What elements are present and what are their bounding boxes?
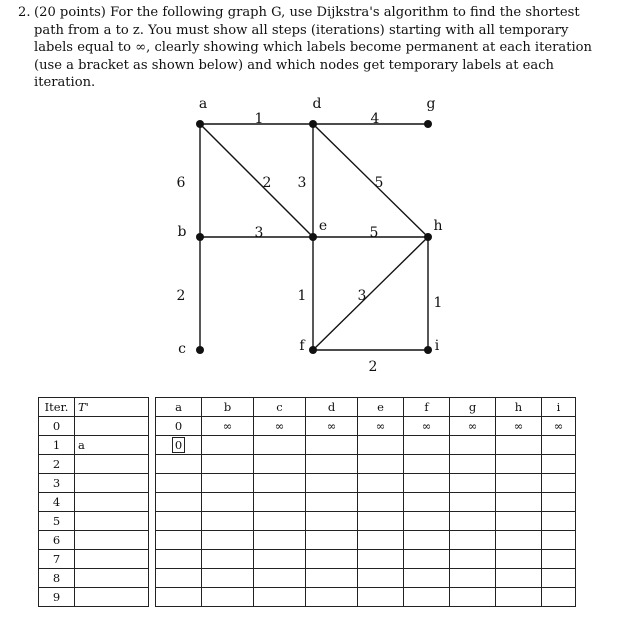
- label-cell: [306, 531, 358, 550]
- label-cell: [542, 455, 576, 474]
- label-cell: [306, 493, 358, 512]
- t-cell: [75, 417, 149, 436]
- edge-weight: 2: [262, 175, 272, 191]
- label-cell: [542, 436, 576, 455]
- label-cell: [542, 493, 576, 512]
- label-cell: [496, 493, 542, 512]
- label-cell: [358, 474, 404, 493]
- node-a: [196, 120, 204, 128]
- label-cell: [358, 512, 404, 531]
- label-cell: [542, 569, 576, 588]
- label-cell: [358, 455, 404, 474]
- iter-cell: 3: [39, 474, 75, 493]
- label-cell: ∞: [542, 417, 576, 436]
- header-b: b: [202, 398, 254, 417]
- label-cell: ∞: [450, 417, 496, 436]
- label-cell: [496, 550, 542, 569]
- problem-line: (20 points) For the following graph G, use Dijkstra's algorithm to find the shortest: [34, 5, 580, 20]
- node-label-a: a: [198, 96, 208, 112]
- label-cell: [358, 569, 404, 588]
- header-c: c: [254, 398, 306, 417]
- label-cell: [450, 569, 496, 588]
- table-row: [39, 493, 576, 512]
- header-i: i: [542, 398, 576, 417]
- label-cell: [404, 569, 450, 588]
- label-cell: [202, 569, 254, 588]
- t-cell: [75, 512, 149, 531]
- node-h: [424, 233, 432, 241]
- label-cell: [542, 531, 576, 550]
- label-cell: [306, 588, 358, 607]
- label-cell: [254, 550, 306, 569]
- label-cell: [404, 588, 450, 607]
- iter-cell: 2: [39, 455, 75, 474]
- label-cell: [306, 474, 358, 493]
- edge-f-h: [313, 237, 428, 350]
- label-cell: [404, 550, 450, 569]
- label-cell: [496, 512, 542, 531]
- label-cell: [306, 436, 358, 455]
- edge-weight: 2: [176, 288, 186, 304]
- edge-weight: 1: [433, 295, 443, 311]
- t-cell: [75, 550, 149, 569]
- t-cell: [75, 588, 149, 607]
- node-label-h: h: [433, 218, 443, 234]
- label-cell: [450, 512, 496, 531]
- label-cell: [306, 550, 358, 569]
- table-row: [39, 550, 576, 569]
- label-cell: ∞: [404, 417, 450, 436]
- label-cell: [358, 493, 404, 512]
- label-cell: [202, 455, 254, 474]
- table-row: [39, 569, 576, 588]
- iter-cell: 6: [39, 531, 75, 550]
- label-cell: [156, 436, 202, 455]
- iter-cell: 1: [39, 436, 75, 455]
- label-cell: [156, 455, 202, 474]
- label-cell: [450, 531, 496, 550]
- label-cell: [358, 436, 404, 455]
- label-cell: [404, 436, 450, 455]
- label-cell: [542, 550, 576, 569]
- label-cell: [202, 531, 254, 550]
- node-label-b: b: [177, 224, 187, 240]
- label-cell: [254, 455, 306, 474]
- header-a: a: [156, 398, 202, 417]
- label-cell: [306, 512, 358, 531]
- label-cell: [156, 474, 202, 493]
- edge-weight: 3: [357, 288, 367, 304]
- node-d: [309, 120, 317, 128]
- label-cell: [496, 474, 542, 493]
- table-row: [39, 455, 576, 474]
- iter-cell: 5: [39, 512, 75, 531]
- label-cell: [542, 474, 576, 493]
- label-cell: [404, 512, 450, 531]
- node-g: [424, 120, 432, 128]
- label-cell: [358, 550, 404, 569]
- label-cell: [450, 474, 496, 493]
- node-label-e: e: [318, 218, 328, 234]
- edge-weight: 3: [297, 175, 307, 191]
- edge-weight: 4: [370, 111, 380, 127]
- label-cell: [156, 550, 202, 569]
- label-cell: [404, 493, 450, 512]
- edge-weight: 1: [254, 111, 264, 127]
- t-cell: [75, 474, 149, 493]
- iter-cell: 7: [39, 550, 75, 569]
- table-row: [39, 417, 576, 436]
- header-d: d: [306, 398, 358, 417]
- node-label-g: g: [426, 96, 436, 112]
- t-cell: [75, 493, 149, 512]
- label-cell: [496, 455, 542, 474]
- label-cell: [156, 493, 202, 512]
- label-cell: [306, 455, 358, 474]
- header-t: T': [75, 398, 149, 417]
- header-e: e: [358, 398, 404, 417]
- label-cell: [404, 474, 450, 493]
- label-cell: [450, 493, 496, 512]
- problem-line: path from a to z. You must show all steps (iterations) starting with all temporary: [34, 22, 569, 38]
- header-iter: Iter.: [39, 398, 75, 417]
- permanent-label: 0: [172, 437, 185, 453]
- label-cell: [358, 531, 404, 550]
- label-cell: [496, 436, 542, 455]
- header-h: h: [496, 398, 542, 417]
- label-cell: ∞: [306, 417, 358, 436]
- label-cell: [542, 512, 576, 531]
- label-cell: [496, 569, 542, 588]
- label-cell: [156, 569, 202, 588]
- label-cell: [202, 550, 254, 569]
- label-cell: [450, 455, 496, 474]
- node-label-f: f: [299, 338, 305, 354]
- edge-d-h: [313, 124, 428, 237]
- label-cell: [202, 474, 254, 493]
- edge-weight: 6: [176, 175, 186, 191]
- header-g: g: [450, 398, 496, 417]
- label-cell: [404, 455, 450, 474]
- label-cell: [254, 569, 306, 588]
- label-cell: [202, 512, 254, 531]
- t-cell: a: [75, 436, 149, 455]
- iteration-table: [38, 397, 576, 607]
- label-cell: [156, 588, 202, 607]
- label-cell: [156, 512, 202, 531]
- label-cell: [254, 493, 306, 512]
- node-c: [196, 346, 204, 354]
- edge-a-e: [200, 124, 313, 237]
- label-cell: [496, 531, 542, 550]
- label-cell: [254, 588, 306, 607]
- label-cell: [306, 569, 358, 588]
- problem-line: (use a bracket as shown below) and which nodes get temporary labels at each iteration.: [34, 57, 554, 91]
- table-row: [39, 436, 576, 455]
- label-cell: ∞: [202, 417, 254, 436]
- t-cell: [75, 455, 149, 474]
- node-b: [196, 233, 204, 241]
- edge-weight: 3: [254, 225, 264, 241]
- t-cell: [75, 531, 149, 550]
- label-cell: [202, 588, 254, 607]
- node-f: [309, 346, 317, 354]
- label-cell: [254, 531, 306, 550]
- label-cell: 0: [156, 417, 202, 436]
- label-cell: ∞: [254, 417, 306, 436]
- node-label-c: c: [178, 341, 186, 357]
- iter-cell: 4: [39, 493, 75, 512]
- table-row: [39, 531, 576, 550]
- iter-cell: 8: [39, 569, 75, 588]
- label-cell: [202, 493, 254, 512]
- label-cell: [254, 436, 306, 455]
- label-cell: [450, 550, 496, 569]
- node-label-i: i: [434, 338, 440, 354]
- iter-cell: 0: [39, 417, 75, 436]
- header-f: f: [404, 398, 450, 417]
- label-cell: ∞: [358, 417, 404, 436]
- label-cell: [358, 588, 404, 607]
- label-cell: [542, 588, 576, 607]
- table-row: [39, 588, 576, 607]
- node-i: [424, 346, 432, 354]
- label-cell: [496, 588, 542, 607]
- iter-cell: 9: [39, 588, 75, 607]
- label-cell: [450, 588, 496, 607]
- node-label-d: d: [312, 96, 322, 112]
- label-cell: [254, 512, 306, 531]
- table-row: [39, 512, 576, 531]
- problem-number: 2.: [18, 5, 31, 20]
- node-e: [309, 233, 317, 241]
- label-cell: [450, 436, 496, 455]
- edge-weight: 5: [374, 175, 384, 191]
- edge-weight: 2: [368, 359, 378, 375]
- edge-weight: 1: [297, 288, 307, 304]
- problem-line: labels equal to ∞, clearly showing which labels become permanent at each iteration: [34, 40, 592, 56]
- label-cell: [254, 474, 306, 493]
- label-cell: ∞: [496, 417, 542, 436]
- edge-weight: 5: [369, 225, 379, 241]
- table-row: [39, 474, 576, 493]
- t-cell: [75, 569, 149, 588]
- label-cell: [156, 531, 202, 550]
- table-header-row: [39, 398, 576, 417]
- label-cell: [202, 436, 254, 455]
- label-cell: [404, 531, 450, 550]
